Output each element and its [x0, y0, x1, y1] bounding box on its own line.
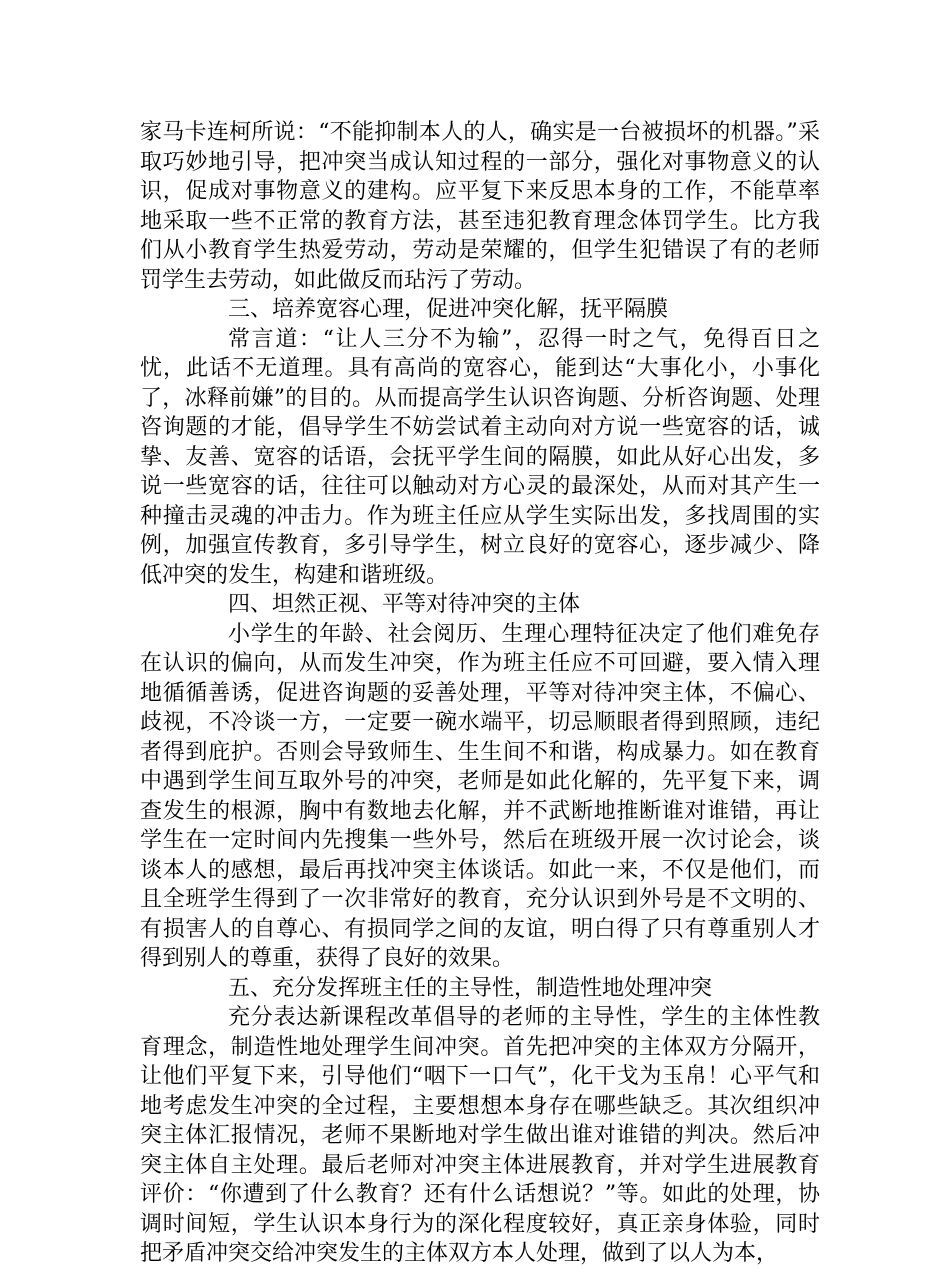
body-paragraph-1: 家马卡连柯所说：“不能抑制本人的人，确实是一台被损坏的机器。”采取巧妙地引导，把冲突当成认知过程的一部分，强化对事物意义的认识，促成对事物意义的建构。应平复下来反思本身的工作，不能草率地采取一些不正常的教育方法，甚至违犯教育理念体罚学生。比方我们从小教育学生热爱劳动，劳动是荣耀的，但学生犯错误了有的老师罚学生去劳动，如此做反而玷污了劳动。: [140, 120, 820, 293]
section-heading-4: 四、坦然正视、平等对待冲突的主体: [228, 592, 581, 617]
section-heading-5: 五、充分发挥班主任的主导性，制造性地处理冲突: [228, 975, 713, 1001]
body-paragraph-4: 充分表达新课程改革倡导的老师的主导性，学生的主体性教育理念，制造性地处理学生间冲突。首先把冲突的主体双方分隔开，让他们平复下来，引导他们“咽下一口气”，化干戈为玉帛！心平气和地考虑发生冲突的全过程，主要想想本身存在哪些缺乏。其次组织冲突主体汇报情况，老师不果断地对学生做出谁对谁错的判决。然后冲突主体自主处理。最后老师对冲突主体进展教育，并对学生进展教育评价：“你遭到了什么教育？还有什么话想说？”等。如此的处理，协调时间短，学生认识本身行为的深化程度较好，真正亲身体验，同时把矛盾冲突交给冲突发生的主体双方本人处理，做到了以人为本，: [140, 1005, 820, 1266]
body-paragraph-3: 小学生的年龄、社会阅历、生理心理特征决定了他们难免存在认识的偏向，从而发生冲突，作为班主任应不可回避，要入情入理地循循善诱，促进咨询题的妥善处理，平等对待冲突主体，不偏心、歧视，不冷谈一方，一定要一碗水端平，切忌顺眼者得到照顾，违纪者得到庇护。否则会导致师生、生生间不和谐，构成暴力。如在教育中遇到学生间互取外号的冲突，老师是如此化解的，先平复下来，调查发生的根源，胸中有数地去化解，并不武断地推断谁对谁错，再让学生在一定时间内先搜集一些外号，然后在班级开展一次讨论会，谈谈本人的感想，最后再找冲突主体谈话。如此一来，不仅是他们，而且全班学生得到了一次非常好的教育，充分认识到外号是不文明的、有损害人的自尊心、有损同学之间的友谊，明白得了只有尊重别人才得到别人的尊重，获得了良好的效果。: [140, 621, 820, 971]
document-page: [140, 118, 820, 1269]
section-heading-3: 三、培养宽容心理，促进冲突化解，抚平隔膜: [228, 297, 669, 322]
body-paragraph-2: 常言道：“让人三分不为输”，忍得一时之气，免得百日之忧，此话不无道理。具有高尚的宽容心，能到达“大事化小，小事化了，冰释前嫌”的目的。从而提高学生认识咨询题、分析咨询题、处理咨询题的才能，倡导学生不妨尝试着主动向对方说一些宽容的话，诚挚、友善、宽容的话语，会抚平学生间的隔膜，如此从好心出发，多说一些宽容的话，往往可以触动对方心灵的最深处，从而对其产生一种撞击灵魂的冲击力。作为班主任应从学生实际出发，多找周围的实例，加强宣传教育，多引导学生，树立良好的宽容心，逐步减少、降低冲突的发生，构建和谐班级。: [140, 326, 820, 588]
